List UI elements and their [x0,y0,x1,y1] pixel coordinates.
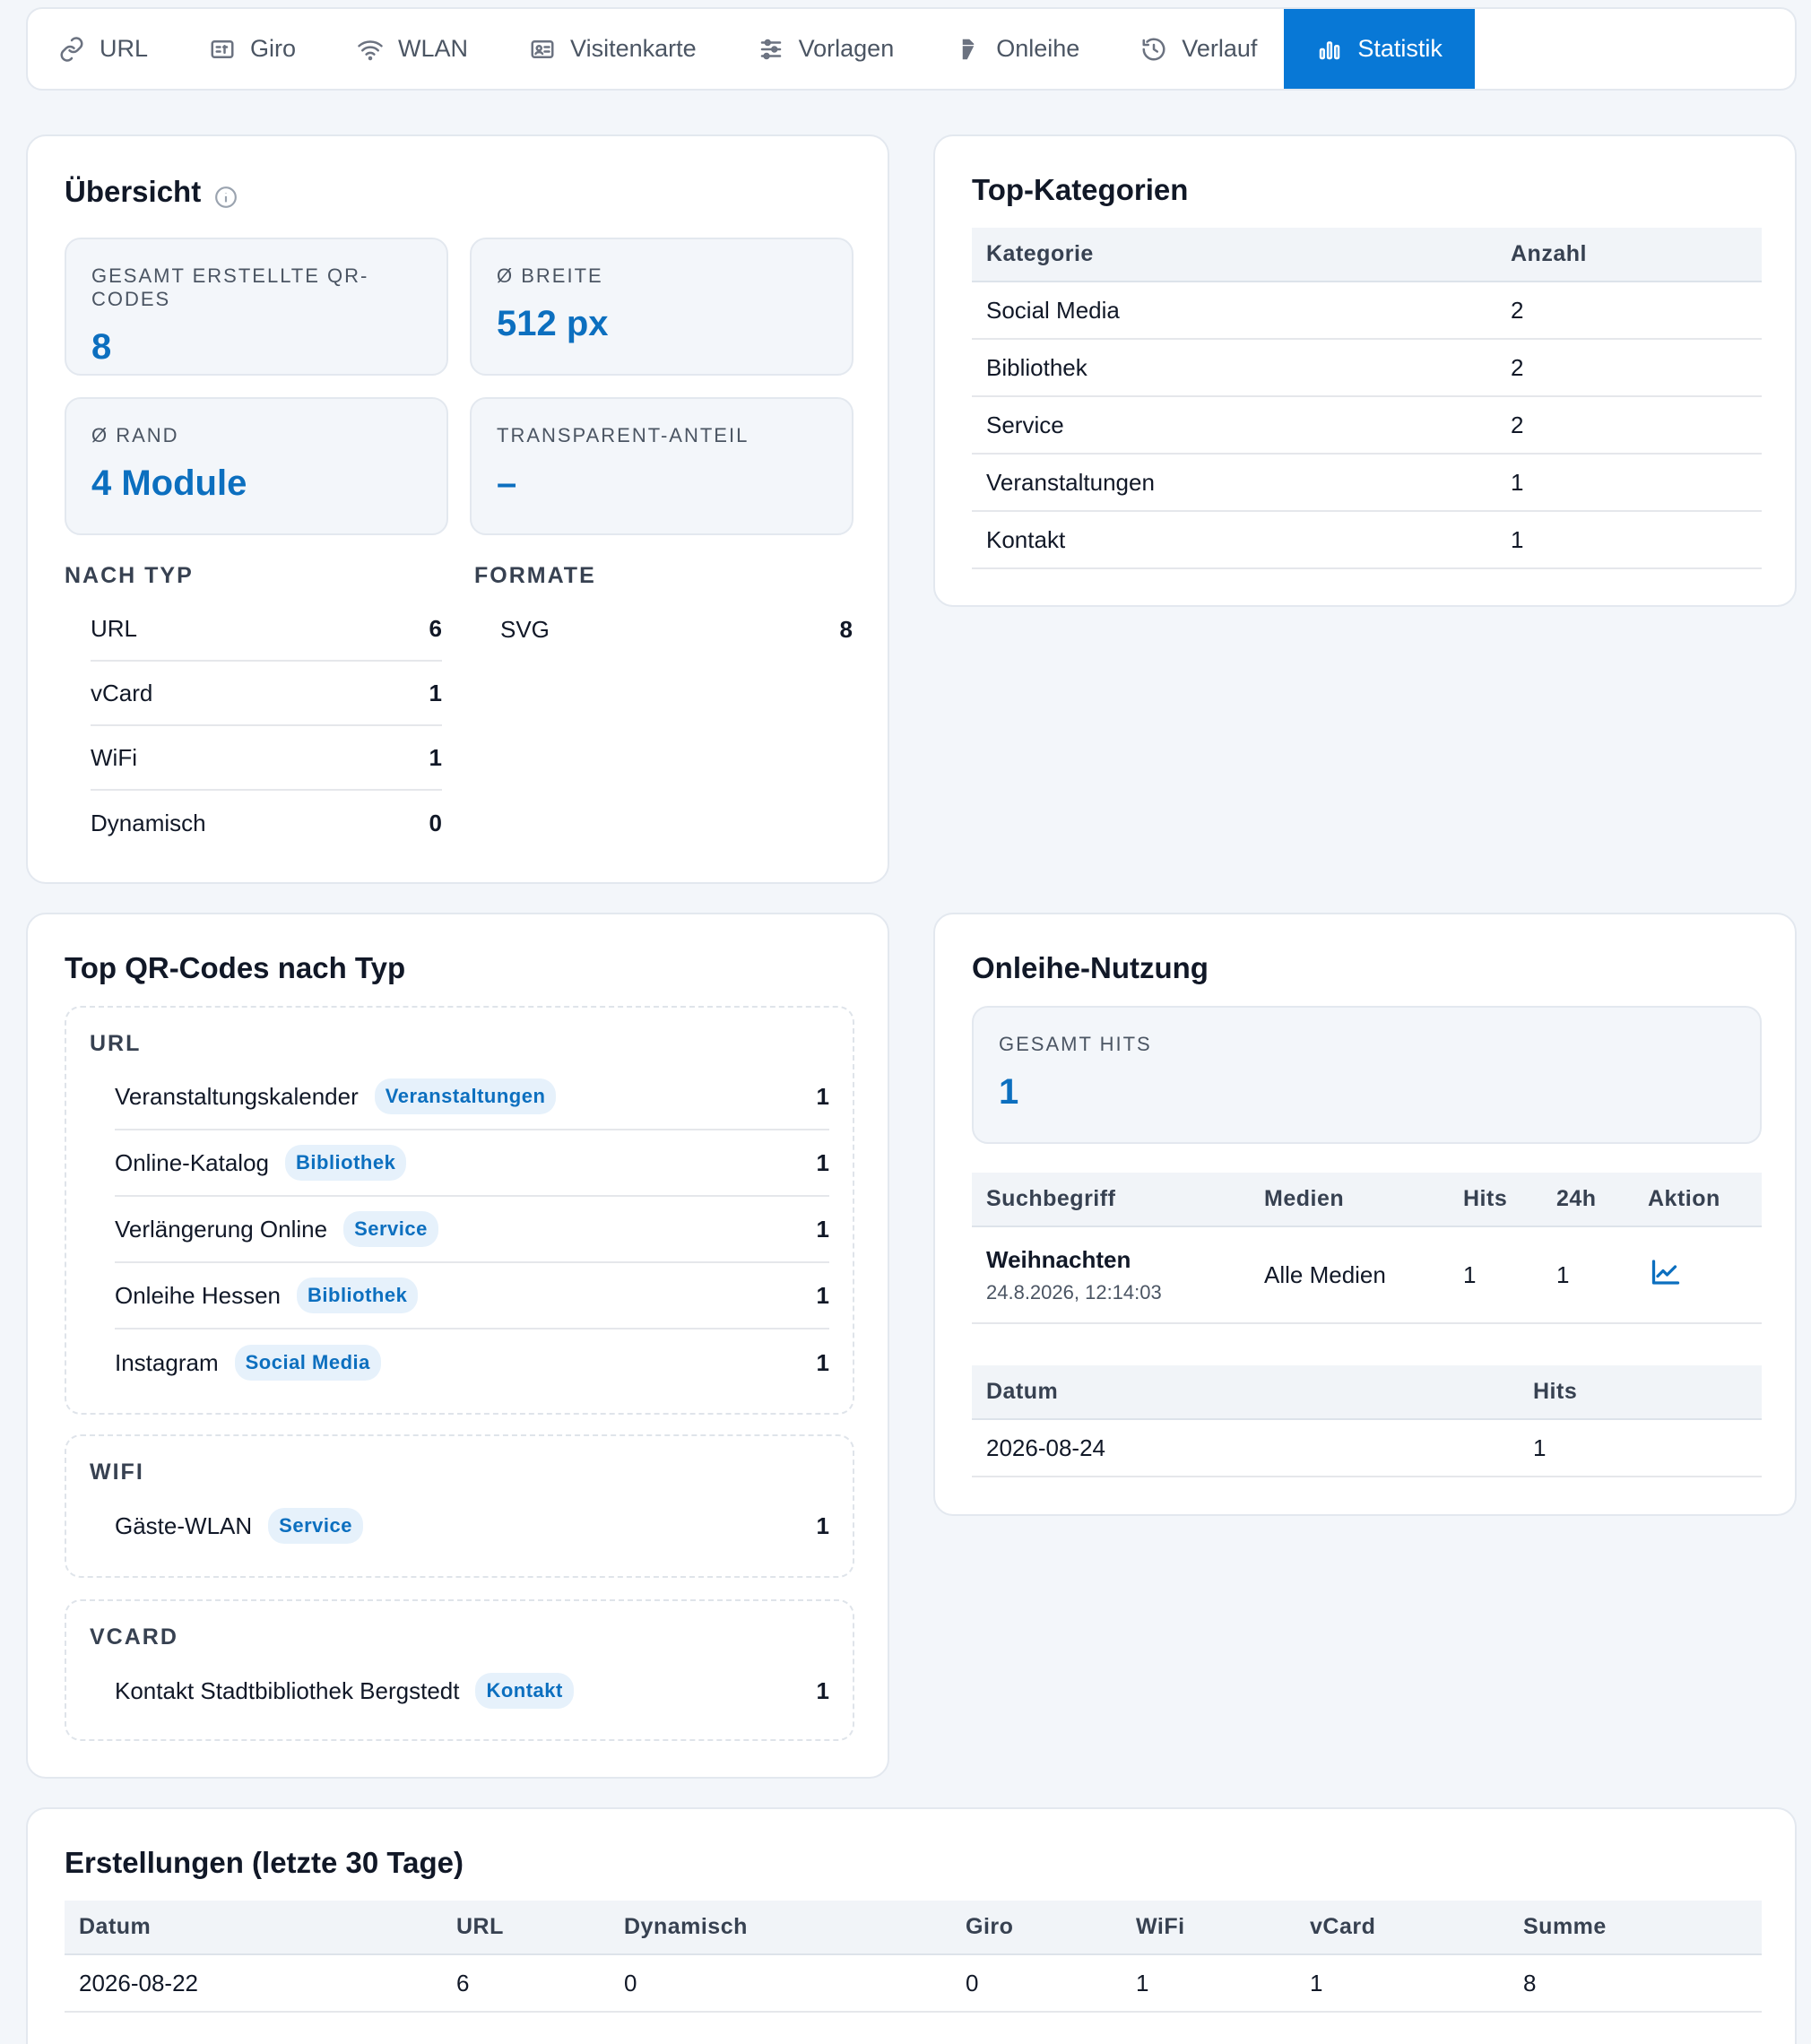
creations-title: Erstellungen (letzte 30 Tage) [65,1846,464,1879]
category-cell: Service [972,396,1496,454]
giro-count-cell: 0 [951,1954,1122,2012]
tab-onleihe[interactable] [928,9,1113,89]
column-header: vCard [1295,1901,1509,1954]
qr-group-url [65,1006,854,1415]
group-title: VCARD [90,1624,178,1650]
search-term-cell [972,1226,1250,1323]
column-header: Anzahl [1496,228,1762,281]
by-type-list [91,597,442,855]
qr-group-vcard [65,1599,854,1741]
tab-label: Statistik [1357,35,1443,62]
count-cell: 2 [1496,396,1762,454]
info-icon[interactable] [214,182,238,205]
category-tag: Service [268,1508,363,1544]
tab-vorlagen[interactable] [731,9,929,89]
category-tag: Bibliothek [297,1278,418,1313]
column-header: Kategorie [972,228,1496,281]
list-item[interactable] [115,1130,829,1197]
row-label: WiFi [91,743,137,771]
history-icon [1140,36,1167,63]
count-cell: 1 [1496,454,1762,511]
kpi-label: GESAMT ERSTELLTE QR-CODES [91,264,369,310]
search-timestamp: 24.8.2026, 12:14:03 [986,1280,1162,1303]
wifi-icon [357,36,384,63]
count-cell: 2 [1496,339,1762,396]
row-value: 1 [429,743,442,771]
qr-name: Instagram [115,1348,219,1376]
date-cell: 2026-08-24 [972,1419,1519,1477]
row-label: SVG [500,615,550,643]
tab-wlan[interactable] [330,9,502,89]
table-row [972,454,1762,511]
creations-card [26,1807,1797,2044]
list-item[interactable] [115,1064,829,1130]
kpi-total-created [65,238,448,376]
list-item[interactable] [115,1329,829,1396]
list-item[interactable] [115,1493,829,1559]
category-cell: Veranstaltungen [972,454,1496,511]
tab-bar [26,7,1797,91]
kpi-avg-margin [65,397,448,535]
categories-table [972,228,1762,569]
kpi-transparent-share [470,397,854,535]
tab-label: Giro [250,35,297,62]
row-value: 1 [429,679,442,706]
by-type-row [91,662,442,726]
column-header: Datum [65,1901,442,1954]
wifi-count-cell: 1 [1122,1954,1295,2012]
qr-count: 1 [816,1148,829,1176]
dynamic-count-cell: 0 [610,1954,951,2012]
category-cell: Social Media [972,281,1496,339]
kpi-value: 512 px [497,304,609,343]
kpi-value: 4 Module [91,463,247,503]
hits-by-date-table [972,1365,1762,1477]
category-tag: Veranstaltungen [375,1078,557,1114]
column-header: Hits [1449,1173,1542,1226]
column-header: Giro [951,1901,1122,1954]
table-row [972,339,1762,396]
column-header: Aktion [1633,1173,1762,1226]
tab-label: Verlauf [1182,35,1258,62]
by-type-row [91,597,442,662]
count-cell: 2 [1496,281,1762,339]
media-cell: Alle Medien [1250,1226,1449,1323]
kpi-label: TRANSPARENT-ANTEIL [497,424,750,446]
list-item[interactable] [115,1197,829,1263]
top-categories-title: Top-Kategorien [972,173,1189,206]
overview-title [65,175,238,209]
tab-giro[interactable] [182,9,330,89]
kpi-label: GESAMT HITS [999,1033,1152,1055]
table-row [972,396,1762,454]
kpi-label: Ø RAND [91,424,179,446]
bar-chart-icon [1316,36,1343,63]
hits-24h-cell: 1 [1542,1226,1633,1323]
kpi-label: Ø BREITE [497,264,603,287]
qr-name: Onleihe Hessen [115,1281,281,1309]
kpi-value: – [497,463,517,503]
column-header: WiFi [1122,1901,1295,1954]
row-label: vCard [91,679,153,706]
column-header: Hits [1519,1365,1762,1419]
by-type-title: NACH TYP [65,563,194,588]
qr-count: 1 [816,1511,829,1539]
row-value: 8 [839,615,853,643]
qr-name: Online-Katalog [115,1148,269,1176]
column-header: URL [442,1901,610,1954]
kpi-value: 1 [999,1072,1019,1112]
column-header: Datum [972,1365,1519,1419]
row-label: Dynamisch [91,809,206,836]
qr-count: 1 [816,1082,829,1110]
tab-url[interactable] [58,9,182,89]
column-header: Medien [1250,1173,1449,1226]
overview-card [26,134,889,884]
count-cell: 1 [1496,511,1762,568]
column-header: 24h [1542,1173,1633,1226]
onleihe-title: Onleihe-Nutzung [972,951,1209,984]
qr-name: Gäste-WLAN [115,1511,253,1539]
qr-name: Veranstaltungskalender [115,1082,359,1110]
book-icon [955,36,982,63]
formats-title: FORMATE [474,563,596,588]
tab-label: Onleihe [996,35,1080,62]
list-item[interactable] [115,1658,829,1724]
onleihe-card [933,913,1797,1516]
category-tag: Kontakt [475,1673,573,1709]
qr-count: 1 [816,1215,829,1243]
kpi-total-hits [972,1006,1762,1144]
top-qr-title: Top QR-Codes nach Typ [65,951,406,984]
qr-name: Verlängerung Online [115,1215,328,1243]
sum-cell: 8 [1509,1954,1762,2012]
qr-count: 1 [816,1676,829,1704]
qr-count: 1 [816,1348,829,1376]
by-type-row [91,791,442,855]
list-item[interactable] [115,1263,829,1329]
action-cell [1633,1226,1762,1323]
row-value: 0 [429,809,442,836]
hits-cell: 1 [1449,1226,1542,1323]
qr-group-wifi [65,1434,854,1578]
money-card-icon [209,36,236,63]
creations-table [65,1901,1762,2013]
qr-name: Kontakt Stadtbibliothek Bergstedt [115,1676,460,1704]
by-type-row [91,726,442,791]
category-cell: Kontakt [972,511,1496,568]
search-table [972,1173,1762,1324]
date-cell: 2026-08-22 [65,1954,442,2012]
group-title: URL [90,1031,142,1056]
tab-statistik[interactable] [1284,9,1475,89]
table-row [65,1954,1762,2012]
tab-label: Vorlagen [798,35,895,62]
row-value: 6 [429,614,442,642]
column-header: Summe [1509,1901,1762,1954]
tab-verlauf[interactable] [1113,9,1291,89]
top-qr-card [26,913,889,1779]
category-tag: Bibliothek [285,1145,406,1181]
url-count-cell: 6 [442,1954,610,2012]
column-header: Dynamisch [610,1901,951,1954]
sliders-icon [758,36,784,63]
search-term: Weihnachten [986,1245,1131,1273]
tab-label: WLAN [398,35,469,62]
category-cell: Bibliothek [972,339,1496,396]
qr-count: 1 [816,1281,829,1309]
column-header: Suchbegriff [972,1173,1250,1226]
overview-title-text: Übersicht [65,175,202,208]
tab-visitenkarte[interactable] [502,9,731,89]
table-row [972,511,1762,568]
table-row [972,1419,1762,1477]
group-title: WIFI [90,1459,144,1485]
category-tag: Service [343,1211,438,1247]
top-categories-card [933,134,1797,607]
tab-label: Visitenkarte [570,35,697,62]
link-icon [58,36,85,63]
tab-label: URL [100,35,149,62]
row-label: URL [91,614,138,642]
vcard-count-cell: 1 [1295,1954,1509,2012]
kpi-avg-width [470,238,854,376]
trend-chart-icon[interactable] [1650,1256,1682,1295]
kpi-value: 8 [91,327,112,367]
format-row [500,597,853,662]
hits-cell: 1 [1519,1419,1762,1477]
category-tag: Social Media [235,1345,381,1381]
formats-list [500,597,853,662]
table-row [972,281,1762,339]
id-card-icon [529,36,556,63]
table-row [972,1226,1762,1323]
